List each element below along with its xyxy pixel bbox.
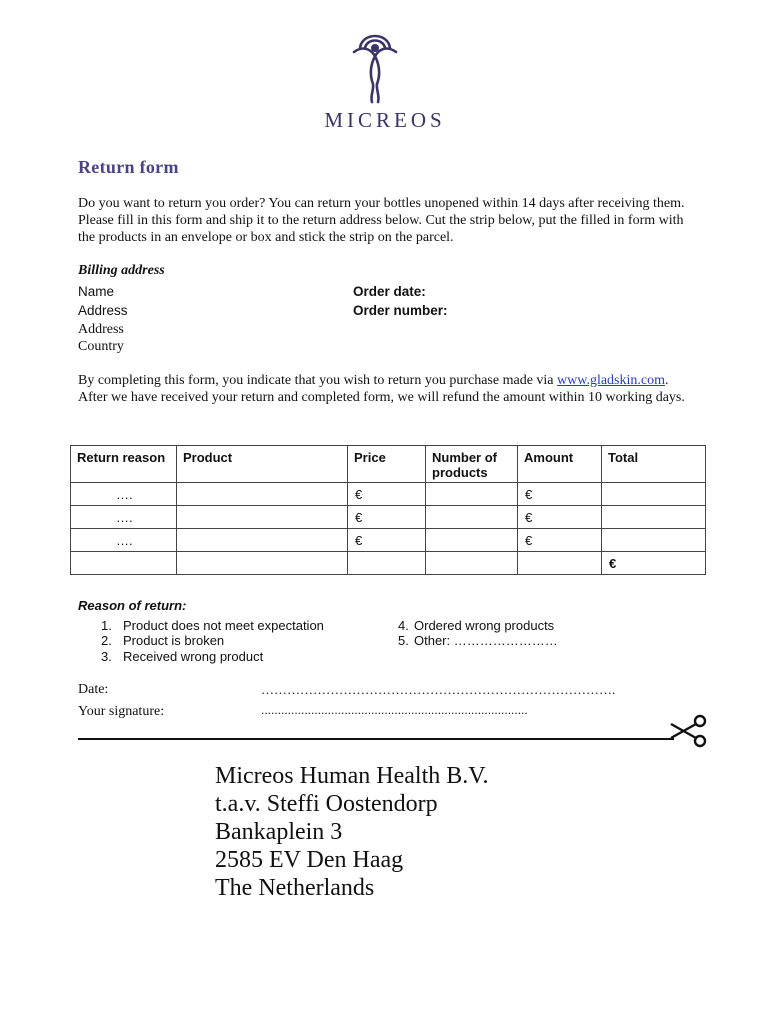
country-label: Country bbox=[78, 339, 124, 354]
header-price: Price bbox=[348, 446, 426, 483]
list-item bbox=[398, 633, 558, 648]
cell-reason[interactable]: …. bbox=[71, 483, 177, 506]
name-label: Name bbox=[78, 284, 115, 299]
list-item bbox=[101, 649, 263, 664]
cut-line bbox=[78, 738, 674, 740]
address-line-street: Bankaplein 3 bbox=[215, 819, 343, 845]
cell-amount[interactable] bbox=[518, 552, 602, 575]
cell-reason[interactable] bbox=[71, 552, 177, 575]
signature-label: Your signature: bbox=[78, 704, 165, 719]
return-address bbox=[215, 762, 489, 902]
list-item bbox=[398, 618, 554, 633]
cell-product[interactable] bbox=[177, 506, 348, 529]
reason-text: Ordered wrong products bbox=[414, 618, 555, 633]
order-date-label: Order date: bbox=[353, 284, 426, 299]
cell-total[interactable] bbox=[602, 529, 706, 552]
reason-number: 3. bbox=[101, 649, 112, 664]
header-number-of-products: Number of products bbox=[426, 446, 518, 483]
consent-text-before: By completing this form, you indicate that you wish to return you purchase made via bbox=[78, 373, 558, 388]
reason-heading: Reason of return: bbox=[78, 598, 187, 613]
scissors-icon bbox=[668, 714, 708, 748]
cell-product[interactable] bbox=[177, 552, 348, 575]
list-item bbox=[101, 618, 324, 633]
address-line-attention: t.a.v. Steffi Oostendorp bbox=[215, 791, 438, 817]
cell-product[interactable] bbox=[177, 483, 348, 506]
date-field[interactable]: ………………………………………………………………………. bbox=[261, 682, 616, 697]
reason-number: 1. bbox=[101, 618, 112, 633]
consent-text bbox=[78, 372, 698, 406]
table-row bbox=[71, 483, 706, 506]
address-line-city: 2585 EV Den Haag bbox=[215, 847, 404, 873]
reason-number: 5. bbox=[398, 633, 409, 648]
header-total: Total bbox=[602, 446, 706, 483]
cell-number[interactable] bbox=[426, 483, 518, 506]
reason-number: 2. bbox=[101, 633, 112, 648]
cell-reason[interactable]: …. bbox=[71, 529, 177, 552]
reason-text: Product does not meet expectation bbox=[123, 618, 324, 633]
address-line-country: The Netherlands bbox=[215, 875, 375, 901]
cell-number[interactable] bbox=[426, 529, 518, 552]
cell-grand-total[interactable]: € bbox=[602, 552, 706, 575]
page-title: Return form bbox=[78, 157, 179, 177]
cell-amount[interactable]: € bbox=[518, 483, 602, 506]
intro-text: Do you want to return you order? You can return your bottles unopened within 14 days after receiving them. Please fill in this form and ship it to the return address below. Cut the strip below, put the filled in form with the products in an envelope or box and stick the strip on the parcel. bbox=[78, 196, 685, 245]
cell-total[interactable] bbox=[602, 483, 706, 506]
signature-field[interactable]: ................................................................................ bbox=[261, 703, 528, 717]
list-item bbox=[101, 633, 224, 648]
cell-product[interactable] bbox=[177, 529, 348, 552]
table-row bbox=[71, 506, 706, 529]
cell-amount[interactable]: € bbox=[518, 529, 602, 552]
reason-text: Product is broken bbox=[123, 633, 225, 648]
header-return-reason: Return reason bbox=[71, 446, 177, 483]
micreos-logo-icon bbox=[340, 26, 410, 104]
table-total-row bbox=[71, 552, 706, 575]
date-label: Date: bbox=[78, 682, 109, 697]
address-label-2: Address bbox=[78, 322, 124, 337]
cell-price[interactable]: € bbox=[348, 483, 426, 506]
cell-number[interactable] bbox=[426, 506, 518, 529]
reason-text: Received wrong product bbox=[123, 649, 264, 664]
cell-total[interactable] bbox=[602, 506, 706, 529]
address-label: Address bbox=[78, 303, 128, 318]
website-link[interactable]: www.gladskin.com bbox=[557, 373, 665, 388]
return-items-table bbox=[70, 445, 706, 575]
cell-reason[interactable]: …. bbox=[71, 506, 177, 529]
header-amount: Amount bbox=[518, 446, 602, 483]
billing-heading: Billing address bbox=[78, 263, 165, 278]
table-header-row bbox=[71, 446, 706, 483]
reason-text: Other: …………………… bbox=[414, 633, 558, 648]
consent-text-after: . After we have received your return and completed form, we will refund the amount within 10 working days. bbox=[78, 373, 685, 405]
brand-name: MICREOS bbox=[324, 108, 446, 132]
reason-number: 4. bbox=[398, 618, 409, 633]
header-product: Product bbox=[177, 446, 348, 483]
cell-price[interactable]: € bbox=[348, 529, 426, 552]
cell-amount[interactable]: € bbox=[518, 506, 602, 529]
address-line-company: Micreos Human Health B.V. bbox=[215, 763, 489, 789]
cell-price[interactable] bbox=[348, 552, 426, 575]
order-number-label: Order number: bbox=[353, 303, 448, 318]
cell-number[interactable] bbox=[426, 552, 518, 575]
cell-price[interactable]: € bbox=[348, 506, 426, 529]
table-row bbox=[71, 529, 706, 552]
